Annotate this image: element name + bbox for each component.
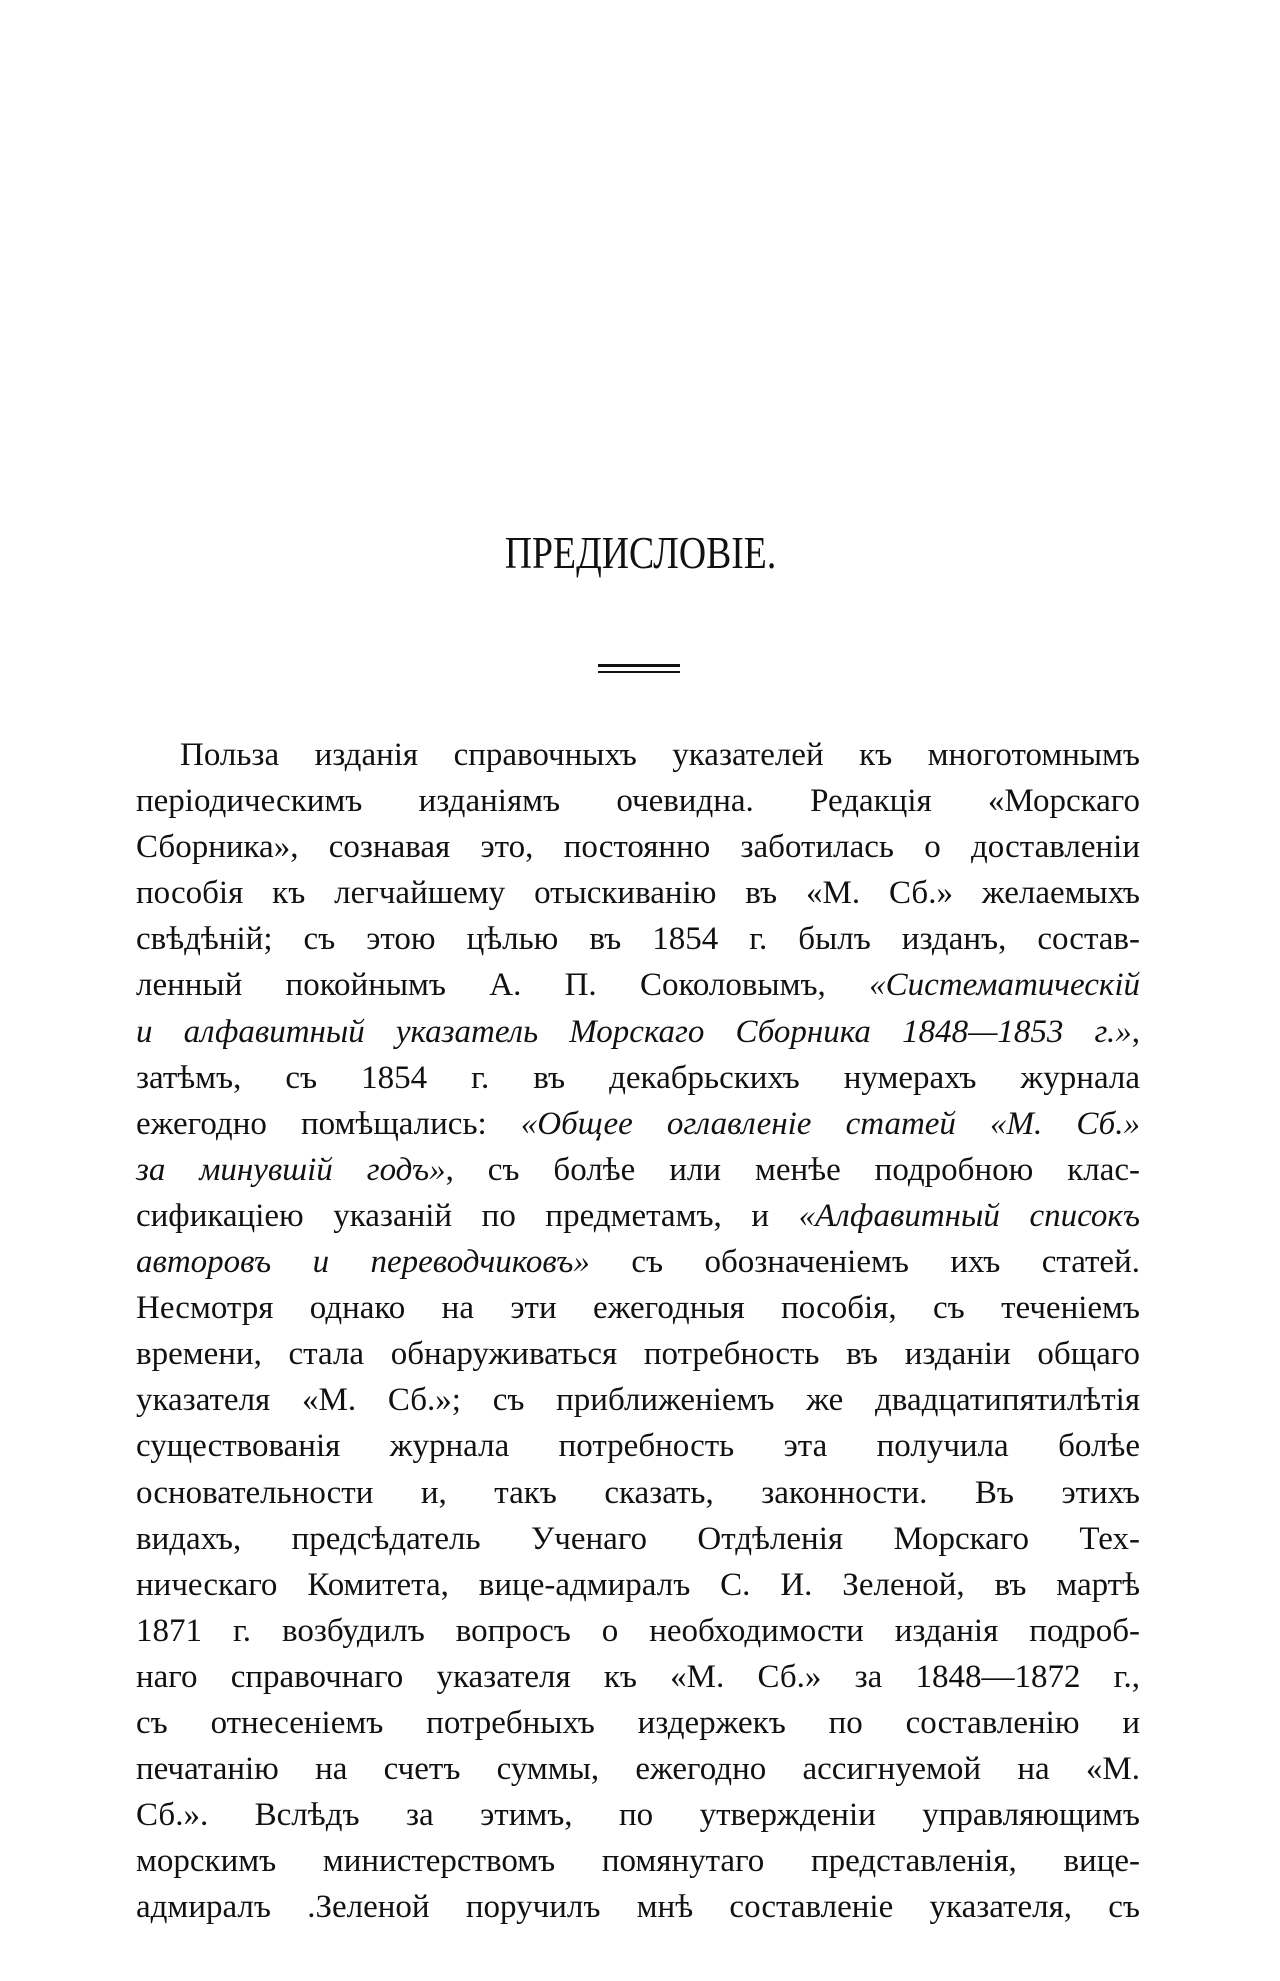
italic-title-text: за минувшій годъ» — [136, 1151, 446, 1188]
text-segment: указателя «М. Сб.»; съ приближеніемъ же двадцатипятилѣтія — [136, 1382, 1140, 1419]
text-line — [136, 1193, 1140, 1239]
text-segment: Несмотря однако на эти ежегодныя пособія, съ теченіемъ — [136, 1290, 1140, 1327]
text-segment: Сборника», сознавая это, постоянно заботилась о доставленіи — [136, 829, 1140, 866]
italic-title-text: «Систематическій — [869, 967, 1140, 1004]
text-segment: , съ болѣе или менѣе подробною клас- — [445, 1151, 1141, 1188]
text-segment: морскимъ министерствомъ помянутаго представленія, вице- — [136, 1843, 1140, 1880]
italic-title-text: «Общее оглавленіе статей «М. Сб.» — [520, 1105, 1140, 1142]
text-line — [136, 778, 1140, 824]
text-segment: ленный покойнымъ А. П. Соколовымъ, — [136, 967, 870, 1004]
text-segment: Сб.». Вслѣдъ за этимъ, по утвержденіи управляющимъ — [136, 1797, 1140, 1834]
text-segment: , — [1131, 1013, 1140, 1050]
text-segment: адмиралъ .Зеленой поручилъ мнѣ составленіе указателя, съ — [136, 1889, 1140, 1926]
text-line — [136, 1470, 1140, 1516]
text-segment: затѣмъ, съ 1854 г. въ декабрьскихъ нумерахъ журнала — [136, 1059, 1140, 1096]
text-line — [136, 1608, 1140, 1654]
text-line — [136, 1101, 1140, 1147]
text-segment: сификаціею указаній по предметамъ, и — [136, 1197, 799, 1234]
italic-title-text: «Алфавитный списокъ — [798, 1197, 1140, 1234]
text-line — [136, 1331, 1140, 1377]
text-segment: 1871 г. возбудилъ вопросъ о необходимости изданія подроб- — [136, 1612, 1140, 1649]
italic-title-text: и алфавитный указатель Морскаго Сборника 1848—1853 г.» — [136, 1013, 1132, 1050]
text-line — [136, 1654, 1140, 1700]
text-line — [136, 1516, 1140, 1562]
text-line — [136, 1055, 1140, 1101]
text-segment: основательности и, такъ сказать, законности. Въ этихъ — [136, 1474, 1140, 1511]
text-segment: свѣдѣній; съ этою цѣлью въ 1854 г. былъ изданъ, состав- — [136, 921, 1140, 958]
text-segment: ежегодно помѣщались: — [136, 1105, 521, 1142]
title-divider — [598, 664, 680, 673]
text-line — [136, 1009, 1140, 1055]
text-segment: пособія къ легчайшему отыскиванію въ «М. Сб.» желаемыхъ — [136, 875, 1140, 912]
text-line — [136, 1147, 1140, 1193]
text-segment: видахъ, предсѣдатель Ученаго Отдѣленія Морскаго Тех- — [136, 1520, 1140, 1557]
text-segment: времени, стала обнаруживаться потребность въ изданіи общаго — [136, 1336, 1140, 1373]
text-segment: Польза изданія справочныхъ указателей къ многотомнымъ — [180, 737, 1140, 773]
text-segment: съ отнесеніемъ потребныхъ издержекъ по составленію и — [136, 1704, 1140, 1741]
text-segment: наго справочнаго указателя къ «М. Сб.» за 1848—1872 г., — [136, 1658, 1140, 1695]
text-line — [136, 1792, 1140, 1838]
text-line — [136, 1239, 1140, 1285]
text-line — [136, 1746, 1140, 1792]
text-line — [136, 732, 1140, 778]
text-line — [136, 1700, 1140, 1746]
text-line — [136, 1838, 1140, 1884]
text-line — [136, 962, 1140, 1008]
text-line — [136, 1285, 1140, 1331]
text-segment: существованія журнала потребность эта получила болѣе — [136, 1428, 1140, 1465]
text-line — [136, 1423, 1140, 1469]
text-line — [136, 1884, 1140, 1930]
text-segment: ническаго Комитета, вице-адмиралъ С. И. Зеленой, въ мартѣ — [136, 1566, 1140, 1603]
text-line — [136, 916, 1140, 962]
text-segment: съ обозначеніемъ ихъ статей. — [589, 1244, 1140, 1281]
text-line — [136, 824, 1140, 870]
text-line — [136, 1562, 1140, 1608]
preface-paragraph — [136, 732, 1140, 1930]
text-segment: печатанію на счетъ суммы, ежегодно ассигнуемой на «М. — [136, 1751, 1140, 1788]
italic-title-text: авторовъ и переводчиковъ» — [136, 1244, 590, 1281]
text-line — [136, 1377, 1140, 1423]
text-line — [136, 870, 1140, 916]
page-title: ПРЕДИСЛОВІЕ. — [504, 527, 777, 578]
text-segment: періодическимъ изданіямъ очевидна. Редакція «Морскаго — [136, 783, 1140, 820]
